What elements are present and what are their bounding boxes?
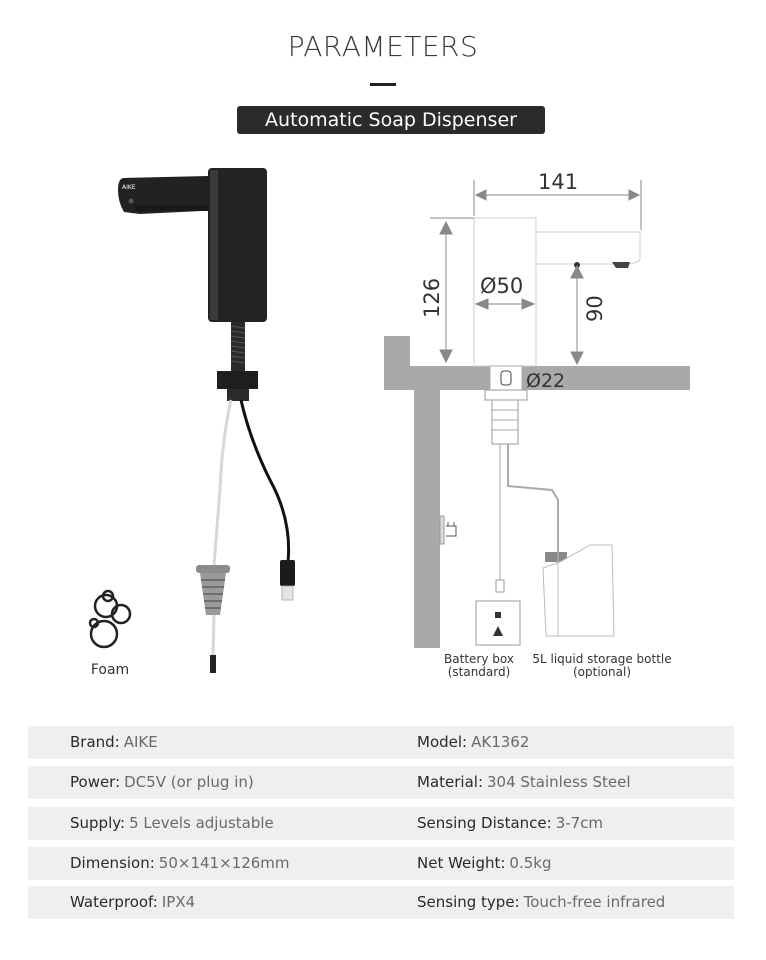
sensor-icon bbox=[129, 199, 134, 204]
dim-spout-height: 90 bbox=[583, 295, 607, 322]
spec-value: AIKE bbox=[123, 733, 158, 751]
spec-row bbox=[28, 726, 734, 759]
spec-value: DC5V (or plug in) bbox=[124, 773, 254, 791]
spec-cell bbox=[70, 726, 158, 759]
foam-label: Foam bbox=[90, 662, 130, 678]
spec-row bbox=[28, 847, 734, 880]
bottle-label bbox=[526, 653, 678, 679]
spec-key: Sensing Distance: bbox=[417, 814, 552, 832]
spec-cell bbox=[70, 807, 274, 840]
spec-cell bbox=[70, 847, 290, 880]
power-socket-icon bbox=[440, 516, 456, 544]
spec-value: Touch-free infrared bbox=[523, 893, 666, 911]
spec-cell bbox=[70, 766, 254, 799]
spec-value: AK1362 bbox=[471, 733, 530, 751]
spec-key: Power: bbox=[70, 773, 121, 791]
spec-key: Sensing type: bbox=[417, 893, 520, 911]
foam-bubbles-icon bbox=[90, 591, 130, 647]
spec-value: IPX4 bbox=[161, 893, 196, 911]
battery-box-label bbox=[430, 653, 528, 679]
usb-plug-icon bbox=[280, 560, 295, 600]
dispenser-photo bbox=[118, 168, 295, 673]
spec-key: Model: bbox=[417, 733, 468, 751]
spec-cell bbox=[417, 847, 552, 880]
dim-hole: Ø22 bbox=[526, 370, 566, 392]
spec-cell bbox=[417, 726, 529, 759]
spec-key: Material: bbox=[417, 773, 483, 791]
dim-diameter: Ø50 bbox=[480, 274, 524, 298]
spec-cell bbox=[417, 766, 631, 799]
spec-value: 5 Levels adjustable bbox=[129, 814, 274, 832]
brand-logo: AIKE bbox=[122, 184, 136, 191]
spec-key: Brand: bbox=[70, 733, 120, 751]
title-divider bbox=[370, 83, 396, 86]
spec-key: Waterproof: bbox=[70, 893, 158, 911]
bottle-title: 5L liquid storage bottle bbox=[532, 652, 672, 666]
dimension-drawing bbox=[384, 170, 690, 648]
dim-height: 126 bbox=[420, 277, 444, 318]
spec-value: 3-7cm bbox=[555, 814, 604, 832]
spec-cell bbox=[417, 886, 665, 919]
spec-value: 50×141×126mm bbox=[158, 854, 290, 872]
spec-key: Supply: bbox=[70, 814, 126, 832]
spec-row bbox=[28, 766, 734, 799]
product-illustration bbox=[0, 140, 766, 700]
spec-value: 0.5kg bbox=[509, 854, 552, 872]
battery-box-note: (standard) bbox=[447, 665, 511, 679]
spec-row bbox=[28, 886, 734, 919]
spec-key: Dimension: bbox=[70, 854, 155, 872]
bottle-note: (optional) bbox=[573, 665, 631, 679]
spec-key: Net Weight: bbox=[417, 854, 506, 872]
spec-cell bbox=[417, 807, 603, 840]
dim-length: 141 bbox=[538, 170, 579, 194]
spec-cell bbox=[70, 886, 195, 919]
storage-bottle-icon bbox=[543, 545, 614, 636]
battery-box-icon bbox=[476, 580, 520, 645]
spec-value: 304 Stainless Steel bbox=[487, 773, 631, 791]
page-title: PARAMETERS bbox=[287, 30, 479, 63]
spec-row bbox=[28, 807, 734, 840]
product-name-banner: Automatic Soap Dispenser bbox=[237, 106, 545, 134]
battery-box-title: Battery box bbox=[444, 652, 514, 666]
